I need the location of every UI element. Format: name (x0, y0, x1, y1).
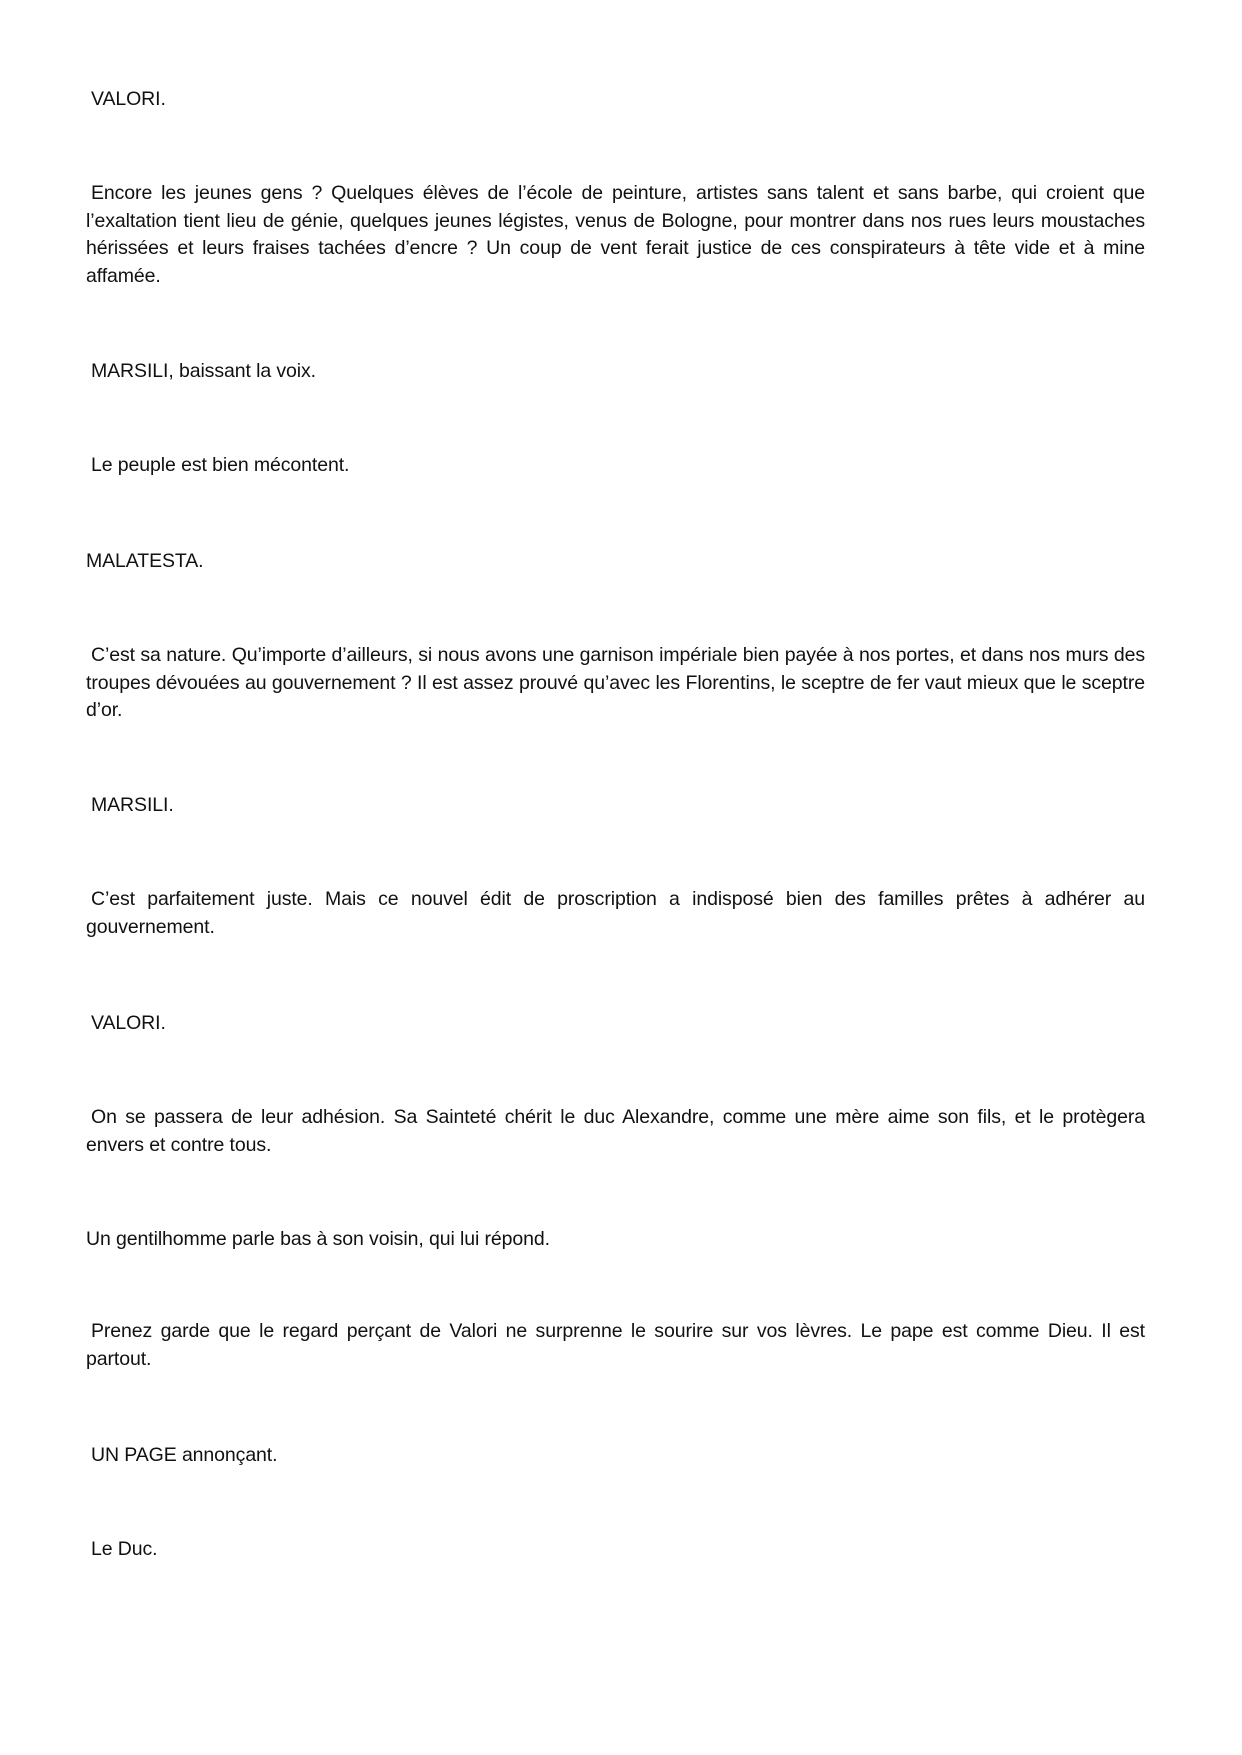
speech-valori-2: On se passera de leur adhésion. Sa Sainteté chérit le duc Alexandre, comme une mère aime son fils, et le protègera envers et contre tous. (86, 1106, 1145, 1156)
speaker-marsili-aside: MARSILI, baissant la voix. (91, 360, 316, 382)
speech-marsili-1: Le peuple est bien mécontent. (91, 454, 350, 476)
speech-marsili-2: C’est parfaitement juste. Mais ce nouvel édit de proscription a indisposé bien des familles prêtes à adhérer au gouvernement. (86, 888, 1145, 938)
speaker-valori-2: VALORI. (91, 1012, 166, 1034)
speech-malatesta: C’est sa nature. Qu’importe d’ailleurs, si nous avons une garnison impériale bien payée à nos portes, et dans nos murs des troupes dévouées au gouvernement ? Il est assez prouvé qu’avec les Florentins, le sceptre de fer vaut mieux que le sceptre d’or. (86, 644, 1145, 722)
speaker-page: UN PAGE annonçant. (91, 1444, 278, 1466)
speech-gentilhomme: Prenez garde que le regard perçant de Valori ne surprenne le sourire sur vos lèvres. Le pape est comme Dieu. Il est partout. (86, 1320, 1145, 1370)
speaker-valori: VALORI. (91, 88, 166, 110)
stage-direction: Un gentilhomme parle bas à son voisin, qui lui répond. (86, 1228, 550, 1250)
speaker-marsili: MARSILI. (91, 794, 174, 816)
speech-valori-1: Encore les jeunes gens ? Quelques élèves de l’école de peinture, artistes sans talent et sans barbe, qui croient que l’exaltation tient lieu de génie, quelques jeunes légistes, venus de Bologne, pour montrer dans nos rues leurs moustaches hérissées et leurs fraises tachées d’encre ? Un coup de vent ferait justice de ces conspirateurs à tête vide et à mine affamée. (86, 182, 1145, 287)
speaker-malatesta: MALATESTA. (86, 550, 204, 572)
speech-page: Le Duc. (91, 1538, 158, 1560)
